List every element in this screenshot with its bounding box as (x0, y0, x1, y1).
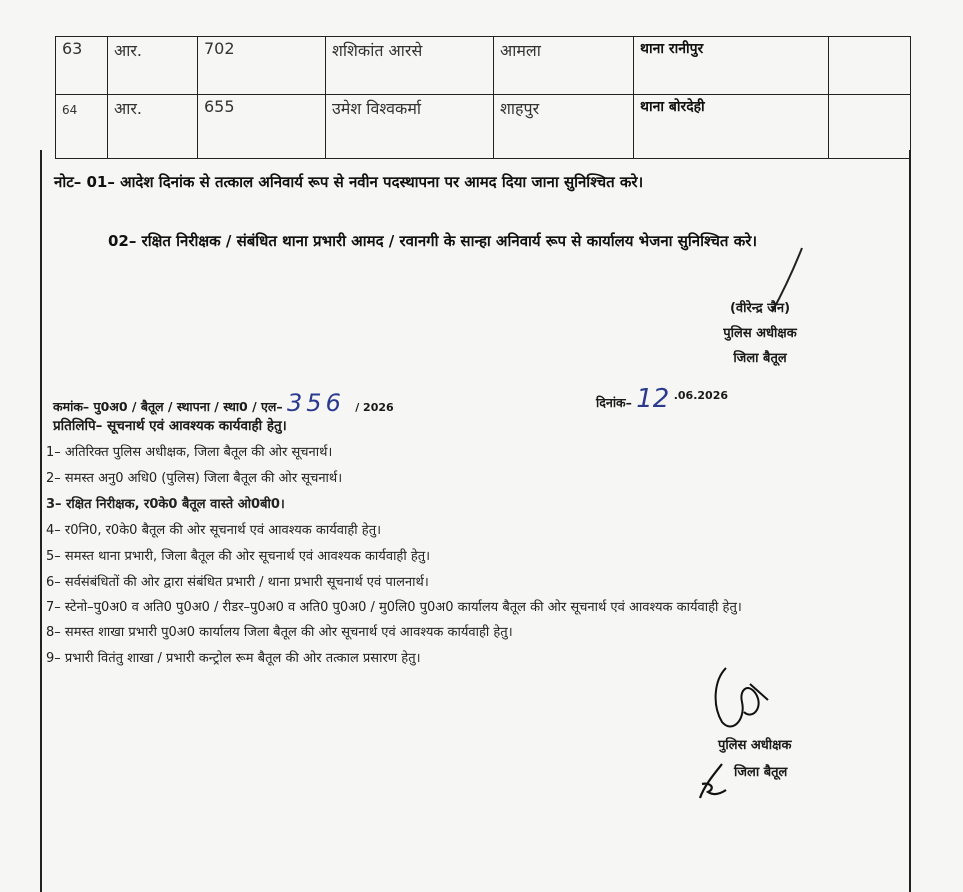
to-posting-cell: थाना बोरदेही (634, 95, 829, 159)
table-row (56, 37, 911, 95)
signatory-district-2: जिला बैतूल (734, 765, 788, 780)
remarks-cell (829, 37, 911, 95)
reference-prefix: कमांक– पु0अ0 / बैतूल / स्थापना / स्था0 / एल– (53, 399, 283, 414)
page-border-right (909, 150, 911, 892)
list-item: 9– प्रभारी वितंतु शाखा / प्रभारी कन्ट्रोल रूम बैतूल की ओर तत्काल प्रसारण हेतु। (46, 651, 421, 666)
to-posting-cell: थाना रानीपुर (634, 37, 829, 95)
list-item: 1– अतिरिक्त पुलिस अधीक्षक, जिला बैतूल की ओर सूचनार्थ। (46, 445, 333, 460)
copy-heading: प्रतिलिपि– सूचनार्थ एवं आवश्यक कार्यवाही हेतु। (53, 418, 287, 434)
note-2: 02– रक्षित निरीक्षक / संबंधित थाना प्रभारी आमद / रवानगी के सान्हा अनिवार्य रूप से कार्यालय भेजना सुनिश्चित करे। (108, 232, 758, 250)
list-item: 2– समस्त अनु0 अधि0 (पुलिस) जिला बैतूल की ओर सूचनार्थ। (46, 471, 343, 486)
table-row (56, 95, 911, 159)
remarks-cell (829, 95, 911, 159)
from-posting-cell: शाहपुर (494, 95, 634, 159)
serial-number-cell: 63 (56, 37, 108, 95)
note-1: नोट– 01– आदेश दिनांक से तत्काल अनिवार्य रूप से नवीन पदस्थापना पर आमद दिया जाना सुनिश्चित करे। (54, 173, 644, 191)
date-handwritten-day: 12 (636, 384, 670, 414)
signatory-district: जिला बैतूल (733, 351, 787, 366)
copy-list (46, 440, 886, 672)
page-border-left (40, 150, 42, 892)
rank-cell: आर. (108, 95, 198, 159)
rank-cell: आर. (108, 37, 198, 95)
date-month-year: .06.2026 (673, 389, 728, 402)
signatory-block (690, 296, 830, 371)
badge-number-cell: 655 (198, 95, 326, 159)
name-cell: उमेश विश्वकर्मा (326, 95, 494, 159)
reference-handwritten-number: 356 (287, 389, 345, 417)
order-date (596, 384, 728, 414)
signature-scribble-icon (706, 660, 776, 735)
reference-year: / 2026 (355, 401, 394, 414)
transfer-table (55, 36, 911, 159)
signatory-designation: पुलिस अधीक्षक (723, 326, 797, 341)
list-item: 7– स्टेनो–पु0अ0 व अति0 पु0अ0 / रीडर–पु0अ0 व अति0 पु0अ0 / मु0लि0 पु0अ0 कार्यालय बैतूल की ओर सूचनार्थ एवं आवश्यक कार्यवाही हेतु। (46, 600, 742, 615)
list-item: 8– समस्त शाखा प्रभारी पु0अ0 कार्यालय जिला बैतूल की ओर सूचनार्थ एवं आवश्यक कार्यवाही हेतु। (46, 625, 513, 640)
name-cell: शशिकांत आरसे (326, 37, 494, 95)
reference-number (53, 389, 394, 417)
list-item: 6– सर्वसंबंधितों की ओर द्वारा संबंधित प्रभारी / थाना प्रभारी सूचनार्थ एवं पालनार्थ। (46, 575, 429, 590)
signatory-block-2 (718, 732, 791, 786)
list-item: 5– समस्त थाना प्रभारी, जिला बैतूल की ओर सूचनार्थ एवं आवश्यक कार्यवाही हेतु। (46, 549, 431, 564)
date-label: दिनांक– (596, 395, 632, 410)
serial-number-cell: 64 (56, 95, 108, 159)
list-item: 3– रक्षित निरीक्षक, र0के0 बैतूल वास्ते ओ0बी0। (46, 497, 285, 512)
signatory-designation-2: पुलिस अधीक्षक (718, 738, 792, 753)
signatory-name: (वीरेन्द्र जैन) (729, 301, 791, 316)
badge-number-cell: 702 (198, 37, 326, 95)
list-item: 4– र0नि0, र0के0 बैतूल की ओर सूचनार्थ एवं आवश्यक कार्यवाही हेतु। (46, 523, 382, 538)
from-posting-cell: आमला (494, 37, 634, 95)
